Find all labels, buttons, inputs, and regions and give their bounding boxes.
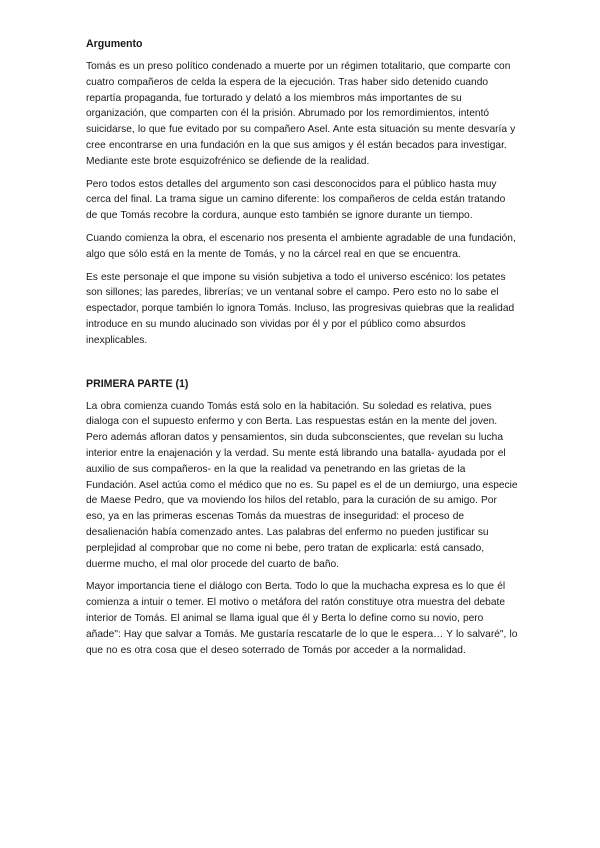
paragraph: La obra comienza cuando Tomás está solo en la habitación. Su soledad es relativa, pues dialoga con el supuesto enfermo y con Berta. Las respuestas están en la mente del joven. Pero además afloran datos y pensamientos, sin duda subconscientes, que revelan su lucha interior entre la enajenación y la verdad. Su mente está librando una batalla- ayudada por el auxilio de sus compañeros- en la que la realidad va penetrando en las grietas de la Fundación. Asel actúa como el médico que no es. Su papel es el de un demiurgo, una especie de Maese Pedro, que va moviendo los hilos del retablo, para la curación de su amigo. Por eso, ya en las primeras escenas Tomás da muestras de inseguridad: el proceso de desalienación había comenzado antes. Las palabras del enfermo no pueden justificar su perplejidad al comprobar que no come ni bebe, pero tratan de explicarla: está cansado, duerme mucho, el mal olor procede del cuarto de baño. xyxy=(86,400,518,570)
document-page xyxy=(86,36,518,665)
section-heading-primera-parte: PRIMERA PARTE (1) xyxy=(86,377,189,390)
paragraph: Mayor importancia tiene el diálogo con Berta. Todo lo que la muchacha expresa es lo que él comienza a intuir o temer. El motivo o metáfora del ratón constituye otra muestra del debate interior de Tomás. El animal se llama igual que él y Berta lo define como su novio, pero añade": Hay que salvar a Tomás. Me gustaría rescatarle de lo que le espera… Y lo salvaré", lo que no es otra cosa que el deseo soterrado de Tomás por acceder a la normalidad. xyxy=(86,581,518,656)
paragraph: Pero todos estos detalles del argumento son casi desconocidos para el público hasta muy cerca del final. La trama sigue un camino diferente: los compañeros de celda están tratando de que Tomás recobre la cordura, aunque esto también se ignore durante un tiempo. xyxy=(86,178,506,222)
section-heading-argumento: Argumento xyxy=(86,38,143,50)
section-spacer xyxy=(86,356,518,376)
paragraph: Cuando comienza la obra, el escenario nos presenta el ambiente agradable de una fundación, algo que sólo está en la mente de Tomás, y no la cárcel real en que se encuentra. xyxy=(86,232,516,260)
paragraph: Tomás es un preso político condenado a muerte por un régimen totalitario, que comparte con cuatro compañeros de celda la espera de la ejecución. Tras haber sido detenido cuando repartía propaganda, fue torturado y delató a los miembros más importantes de su organización, que comparten con él la prisión. Abrumado por los remordimientos, intentó suicidarse, lo que fue evitado por su compañero Asel. Ante esta situación su mente desvaría y cree encontrarse en una fundación en la que sus amigos y él están becados para investigar. Mediante este brote esquizofrénico se defiende de la realidad. xyxy=(86,61,516,167)
paragraph: Es este personaje el que impone su visión subjetiva a todo el universo escénico: los petates son sillones; las paredes, librerías; ve un ventanal sobre el campo. Pero esto no lo sabe el espectador, porque también lo ignora Tomás. Incluso, las progresivas quiebras que la realidad introduce en su mundo alucinado son vividas por él y por el público como absurdos inexplicables. xyxy=(86,271,515,346)
